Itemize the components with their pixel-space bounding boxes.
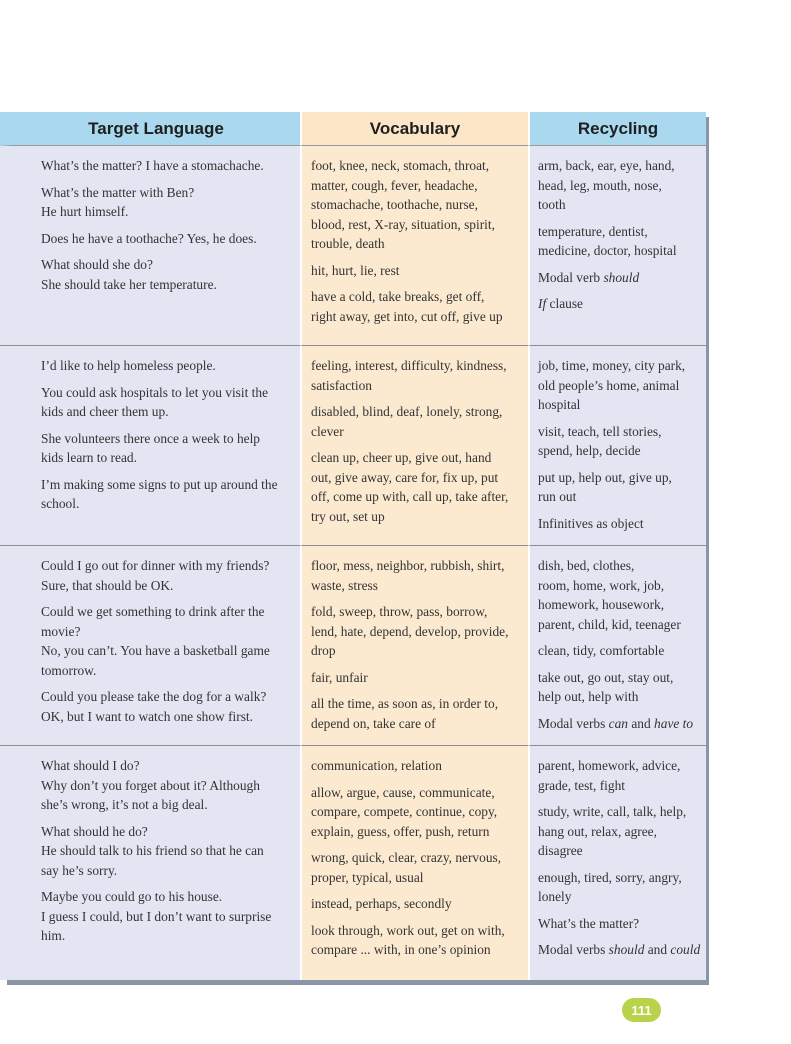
text-line: all the time, as soon as, in order to,	[311, 696, 499, 711]
vocab-entry	[311, 783, 522, 842]
text-line: disabled, blind, deaf, lonely, strong,	[311, 404, 503, 419]
text-line: No, you can’t. You have a basketball game	[41, 643, 270, 658]
text-line: medicine, doctor, hospital	[538, 243, 677, 258]
recycling-entry	[538, 802, 700, 861]
header-vocabulary: Vocabulary	[300, 112, 528, 146]
target-entry	[41, 255, 292, 294]
text-line: depend on, take care of	[311, 715, 436, 731]
text-line: old people’s home, animal	[538, 377, 680, 393]
text-line: him.	[41, 928, 66, 943]
text-line: temperature, dentist,	[538, 223, 648, 239]
vocab-entry	[311, 756, 522, 776]
text-line: compare ... with, in one’s opinion	[311, 942, 491, 957]
text-line: disagree	[538, 843, 583, 858]
text-line: visit, teach, tell stories,	[538, 423, 662, 439]
text-line: matter, cough, fever, headache,	[311, 177, 478, 193]
recycling-entry	[538, 556, 700, 634]
recycling-entry	[538, 668, 700, 707]
text-line: OK, but I want to watch one show first.	[41, 708, 253, 724]
cell-vocab-row-4	[300, 746, 528, 980]
text-line: What should he do?	[41, 823, 148, 839]
target-entry	[41, 356, 292, 376]
vocab-entry	[311, 694, 522, 733]
text-line: Modal verbs should and could	[538, 942, 701, 957]
header-target-language: Target Language	[0, 112, 300, 146]
recycling-entry	[538, 294, 700, 314]
header-recycling: Recycling	[528, 112, 706, 146]
recycling-entry	[538, 641, 700, 661]
cell-recycling-row-2	[528, 346, 706, 546]
cell-target-row-2	[0, 346, 300, 546]
text-line: school.	[41, 496, 80, 511]
text-line: If clause	[538, 296, 583, 311]
target-entry	[41, 887, 292, 946]
cell-target-row-1	[0, 146, 300, 346]
text-line: head, leg, mouth, nose,	[538, 177, 662, 193]
text-line: help out, help with	[538, 689, 639, 704]
text-line: feeling, interest, difficulty, kindness,	[311, 358, 507, 373]
text-line: lonely	[538, 889, 572, 904]
text-line: spend, help, decide	[538, 443, 641, 458]
target-entry	[41, 475, 292, 514]
cell-vocab-row-1	[300, 146, 528, 346]
recycling-entry	[538, 356, 700, 415]
recycling-entry	[538, 422, 700, 461]
text-line: kids learn to read.	[41, 450, 137, 465]
text-line: Maybe you could go to his house.	[41, 889, 223, 904]
target-entry	[41, 602, 292, 680]
cell-target-row-4	[0, 746, 300, 980]
text-line: off, come up with, call up, take after,	[311, 489, 509, 504]
text-line: arm, back, ear, eye, hand,	[538, 158, 675, 173]
target-entry	[41, 822, 292, 881]
text-line: tooth	[538, 197, 566, 212]
text-line: fair, unfair	[311, 669, 368, 685]
cell-recycling-row-1	[528, 146, 706, 346]
cell-target-row-3	[0, 546, 300, 746]
text-line: stomachache, toothache, nurse,	[311, 197, 478, 212]
text-line: take out, go out, stay out,	[538, 669, 674, 685]
cell-recycling-row-3	[528, 546, 706, 746]
text-line: dish, bed, clothes,	[538, 558, 635, 573]
target-entry	[41, 687, 292, 726]
text-line: Modal verb should	[538, 269, 640, 285]
target-entry	[41, 229, 292, 249]
text-line: explain, guess, offer, push, return	[311, 823, 490, 839]
text-line: Could I go out for dinner with my friends?	[41, 558, 270, 573]
text-line: I’d like to help homeless people.	[41, 358, 216, 373]
text-line: have a cold, take breaks, get off,	[311, 289, 485, 304]
text-line: tomorrow.	[41, 662, 97, 678]
text-line: allow, argue, cause, communicate,	[311, 784, 495, 800]
text-line: What’s the matter with Ben?	[41, 184, 195, 200]
text-line: What should she do?	[41, 257, 153, 272]
recycling-entry	[538, 156, 700, 215]
text-line: hospital	[538, 397, 581, 412]
vocab-entry	[311, 921, 522, 960]
text-line: Could you please take the dog for a walk?	[41, 689, 267, 704]
text-line: clean, tidy, comfortable	[538, 643, 665, 658]
text-line: wrong, quick, clear, crazy, nervous,	[311, 850, 502, 865]
recycling-entry	[538, 714, 700, 734]
recycling-entry	[538, 222, 700, 261]
text-line: put up, help out, give up,	[538, 469, 672, 485]
text-line: say he’s sorry.	[41, 862, 118, 878]
text-line: fold, sweep, throw, pass, borrow,	[311, 604, 488, 619]
vocab-entry	[311, 356, 522, 395]
text-line: Infinitives as object	[538, 515, 644, 531]
cell-vocab-row-2	[300, 346, 528, 546]
text-line: hit, hurt, lie, rest	[311, 262, 400, 278]
text-line: You could ask hospitals to let you visit the	[41, 384, 269, 400]
text-line: Does he have a toothache? Yes, he does.	[41, 230, 257, 246]
vocab-entry	[311, 894, 522, 914]
text-line: I’m making some signs to put up around the	[41, 476, 278, 492]
text-line: He hurt himself.	[41, 204, 129, 219]
cell-vocab-row-3	[300, 546, 528, 746]
text-line: Why don’t you forget about it? Although	[41, 777, 260, 793]
text-line: lend, hate, depend, develop, provide,	[311, 623, 509, 639]
syllabus-grid	[0, 112, 706, 980]
text-line: drop	[311, 643, 336, 658]
target-entry	[41, 429, 292, 468]
text-line: floor, mess, neighbor, rubbish, shirt,	[311, 558, 505, 573]
text-line: parent, child, kid, teenager	[538, 616, 681, 632]
text-line: trouble, death	[311, 236, 385, 251]
text-line: she’s wrong, it’s not a big deal.	[41, 797, 208, 812]
text-line: homework, housework,	[538, 597, 665, 612]
text-line: clean up, cheer up, give out, hand	[311, 450, 492, 465]
text-line: look through, work out, get on with,	[311, 922, 505, 938]
text-line: proper, typical, usual	[311, 869, 424, 885]
text-line: compare, compete, continue, copy,	[311, 804, 498, 819]
vocab-entry	[311, 848, 522, 887]
text-line: She volunteers there once a week to help	[41, 430, 261, 446]
recycling-entry	[538, 914, 700, 934]
vocab-entry	[311, 448, 522, 526]
text-line: foot, knee, neck, stomach, throat,	[311, 158, 490, 173]
recycling-entry	[538, 468, 700, 507]
text-line: I guess I could, but I don’t want to surprise	[41, 908, 272, 924]
recycling-entry	[538, 268, 700, 288]
recycling-entry	[538, 940, 700, 960]
text-line: What’s the matter?	[538, 915, 640, 931]
text-line: study, write, call, talk, help,	[538, 804, 687, 819]
target-entry	[41, 156, 292, 176]
page-number-badge: 111	[622, 998, 661, 1022]
target-entry	[41, 756, 292, 815]
text-line: What’s the matter? I have a stomachache.	[41, 158, 264, 173]
recycling-entry	[538, 514, 700, 534]
text-line: kids and cheer them up.	[41, 404, 169, 419]
text-line: try out, set up	[311, 508, 385, 524]
text-line: waste, stress	[311, 577, 378, 593]
text-line: right away, get into, cut off, give up	[311, 308, 503, 324]
text-line: room, home, work, job,	[538, 577, 665, 593]
cell-recycling-row-4	[528, 746, 706, 980]
text-line: Could we get something to drink after the	[41, 604, 265, 619]
text-line: clever	[311, 423, 344, 439]
text-line: satisfaction	[311, 377, 372, 393]
text-line: blood, rest, X-ray, situation, spirit,	[311, 216, 495, 232]
vocab-entry	[311, 556, 522, 595]
text-line: communication, relation	[311, 758, 442, 773]
recycling-entry	[538, 756, 700, 795]
text-line: He should talk to his friend so that he can	[41, 843, 264, 858]
text-line: parent, homework, advice,	[538, 758, 681, 773]
text-line: What should I do?	[41, 758, 140, 773]
text-line: movie?	[41, 623, 81, 639]
text-line: enough, tired, sorry, angry,	[538, 869, 682, 885]
text-line: Sure, that should be OK.	[41, 577, 174, 593]
syllabus-table	[0, 112, 708, 982]
text-line: job, time, money, city park,	[538, 358, 686, 373]
vocab-entry	[311, 287, 522, 326]
vocab-entry	[311, 668, 522, 688]
recycling-entry	[538, 868, 700, 907]
vocab-entry	[311, 402, 522, 441]
target-entry	[41, 183, 292, 222]
text-line: hang out, relax, agree,	[538, 823, 657, 839]
text-line: instead, perhaps, secondly	[311, 896, 452, 911]
vocab-entry	[311, 602, 522, 661]
vocab-entry	[311, 156, 522, 254]
target-entry	[41, 383, 292, 422]
target-entry	[41, 556, 292, 595]
text-line: grade, test, fight	[538, 777, 626, 793]
text-line: She should take her temperature.	[41, 276, 217, 292]
vocab-entry	[311, 261, 522, 281]
text-line: out, give away, care for, fix up, put	[311, 469, 499, 485]
text-line: run out	[538, 489, 577, 504]
text-line: Modal verbs can and have to	[538, 715, 694, 731]
